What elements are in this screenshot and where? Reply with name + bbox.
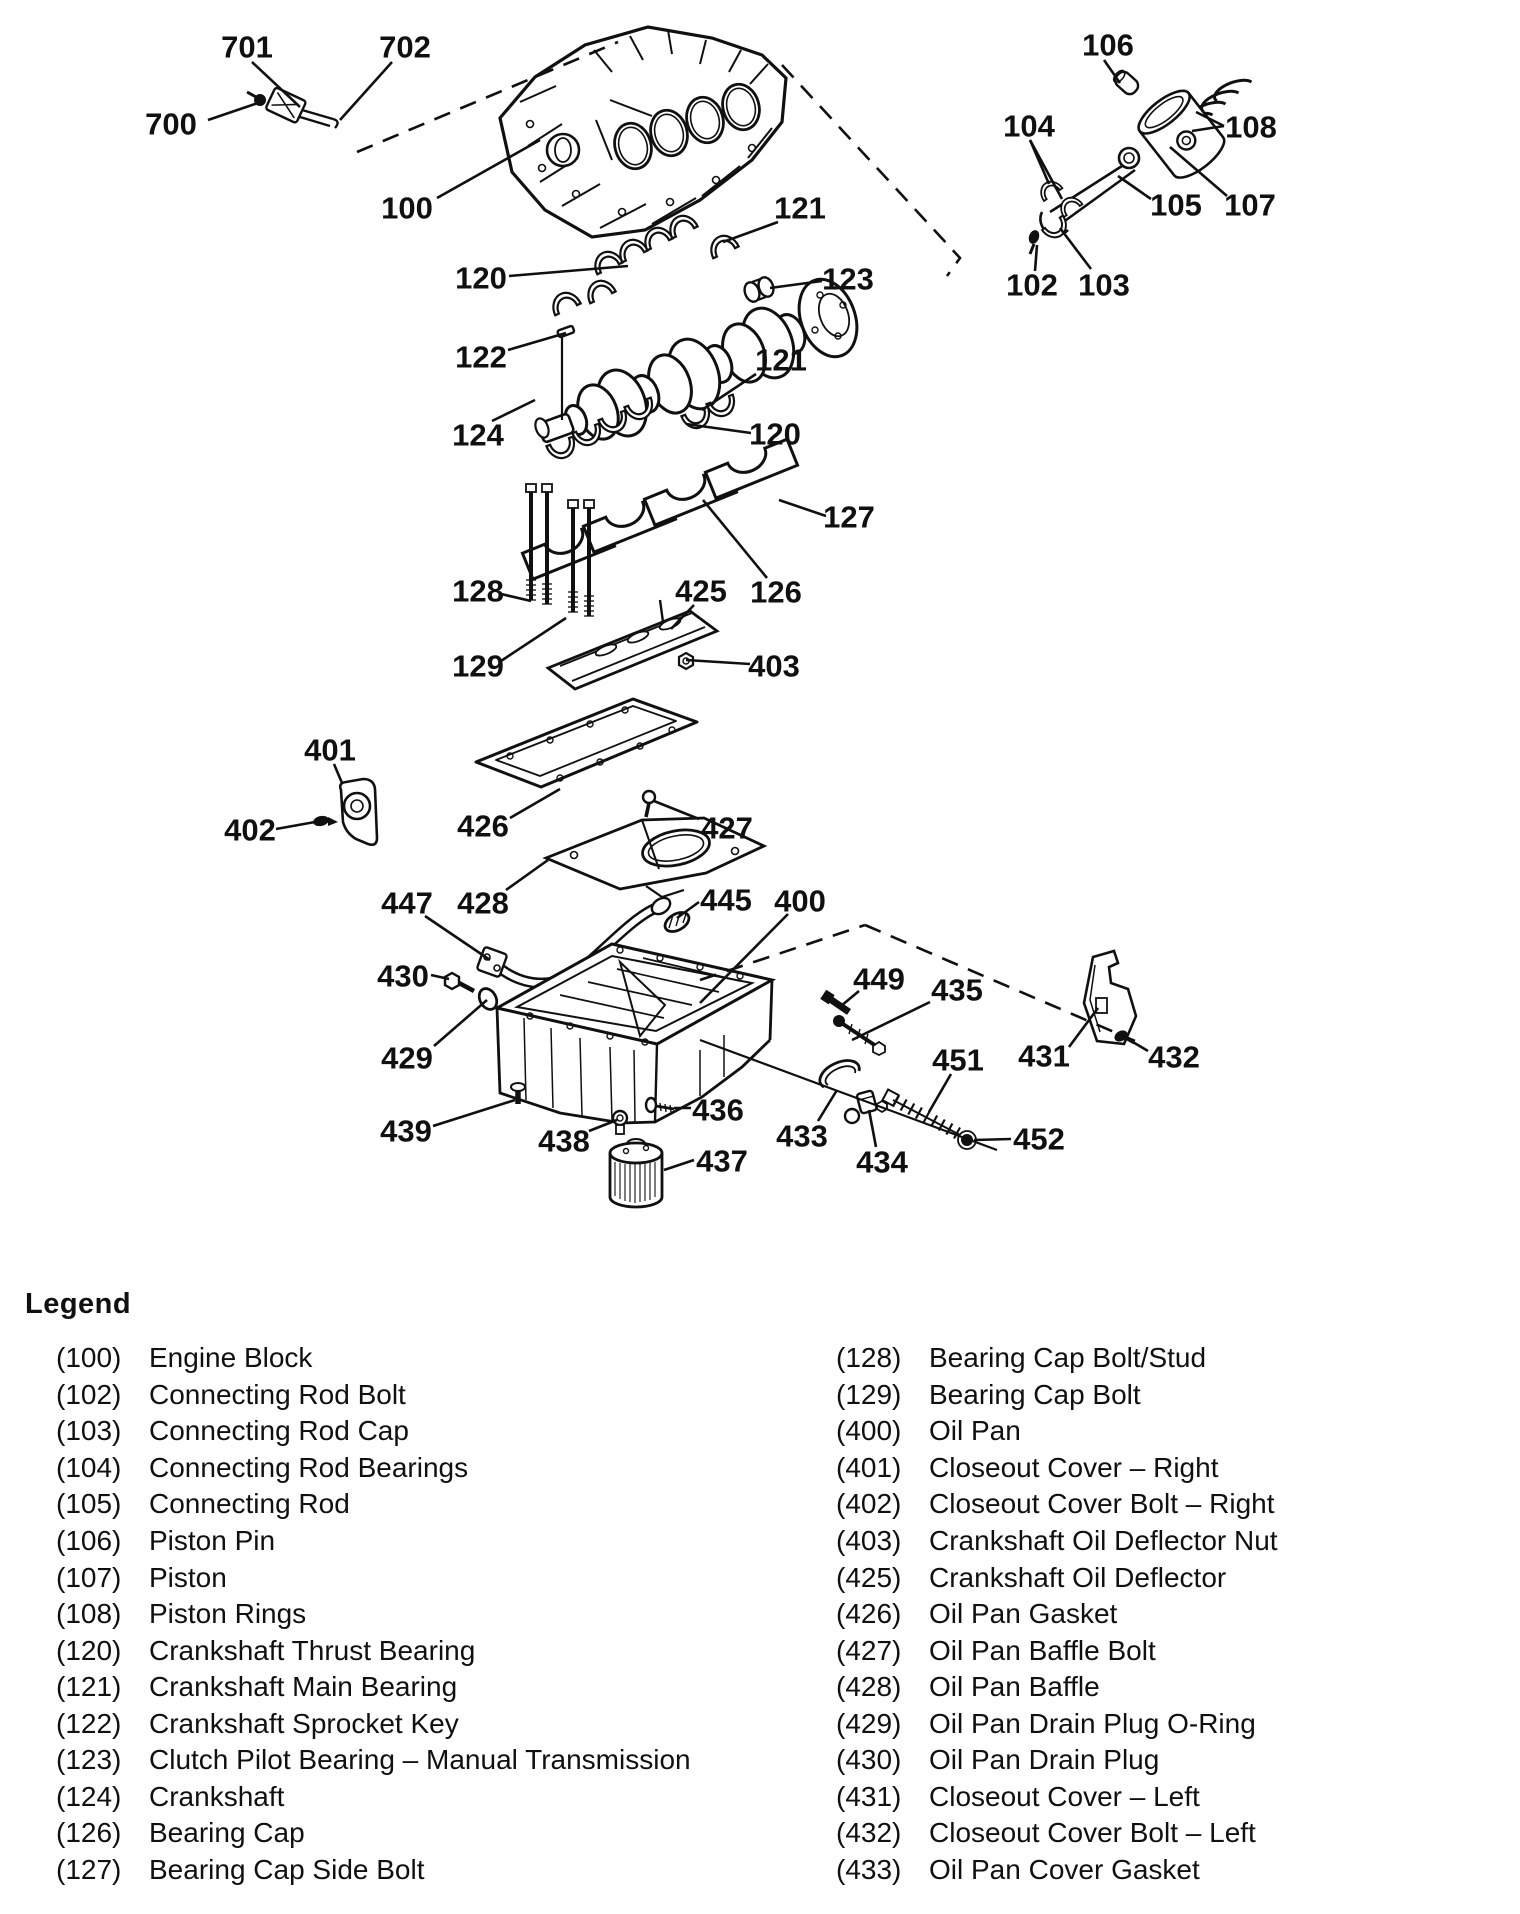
callout-label-129: 129 [452, 648, 504, 684]
bearing-shell-drawing [548, 288, 581, 315]
pan-cover-gasket-drawing [820, 1061, 859, 1087]
callout-label-108: 108 [1225, 109, 1277, 145]
legend-row [56, 1559, 691, 1596]
leader-line [433, 1100, 515, 1126]
leader-line [276, 822, 315, 829]
bearing-shell-drawing [706, 231, 739, 258]
legend-row [56, 1523, 691, 1560]
legend-part-label: Oil Pan Baffle Bolt [929, 1634, 1156, 1666]
leader-line [664, 1160, 694, 1170]
legend-part-number: (401) [836, 1451, 902, 1483]
legend-part-label: Engine Block [149, 1342, 313, 1374]
piston-pin-drawing [1111, 68, 1141, 97]
leader-line [506, 860, 548, 890]
callout-label-429: 429 [381, 1040, 433, 1076]
legend-part-number: (403) [836, 1525, 902, 1556]
legend-row [56, 1852, 691, 1889]
leader-line [818, 1090, 837, 1121]
leader-line [974, 1139, 1011, 1140]
callout-label-437: 437 [696, 1143, 748, 1179]
legend-part-label: Oil Pan Drain Plug O-Ring [929, 1707, 1256, 1739]
leader-line [869, 1110, 876, 1147]
legend-row [56, 1450, 691, 1487]
legend-part-number: (102) [56, 1378, 122, 1410]
leader-line [703, 500, 767, 578]
leader-line [686, 660, 750, 664]
pan-stud-drawing [820, 990, 849, 1012]
legend-row [836, 1486, 1278, 1523]
legend-part-label: Connecting Rod Bolt [149, 1378, 406, 1410]
legend-part-label: Oil Pan Drain Plug [929, 1744, 1160, 1776]
legend-part-label: Closeout Cover Bolt – Left [929, 1817, 1256, 1849]
legend-column-right [836, 1340, 1278, 1888]
legend-row [836, 1852, 1278, 1889]
legend-part-number: (105) [56, 1488, 122, 1520]
legend-row [836, 1815, 1278, 1852]
tube-oring-drawing [662, 909, 693, 936]
legend-part-label: Clutch Pilot Bearing – Manual Transmission [149, 1744, 691, 1776]
legend-part-label: Connecting Rod Cap [149, 1415, 409, 1447]
callout-label-123: 123 [822, 261, 874, 297]
stud-head [542, 484, 552, 492]
callout-label-451: 451 [932, 1042, 984, 1078]
legend-row [836, 1377, 1278, 1414]
callout-label-433: 433 [776, 1118, 828, 1154]
legend-row [56, 1815, 691, 1852]
legend-part-label: Piston Pin [149, 1525, 276, 1556]
pilot-bearing-drawing [742, 275, 776, 304]
callout-label-449: 449 [853, 961, 905, 997]
oil-pan-gasket-drawing [476, 699, 697, 787]
callout-label-434: 434 [856, 1144, 908, 1180]
filter-fitting-drawing [613, 1111, 627, 1134]
legend-part-label: Bearing Cap Bolt [929, 1378, 1141, 1410]
legend-part-number: (429) [836, 1707, 902, 1739]
bearing-shell-drawing [583, 276, 616, 303]
callout-label-430: 430 [377, 958, 429, 994]
legend-part-label: Bearing Cap Side Bolt [149, 1853, 425, 1885]
leader-line [208, 103, 258, 120]
leader-line [510, 789, 560, 818]
engine-block-drawing [500, 27, 786, 237]
legend-part-number: (432) [836, 1817, 902, 1849]
leader-line [509, 266, 628, 276]
pan-bolt-drawing [833, 1015, 885, 1055]
legend-part-number: (425) [836, 1561, 902, 1593]
filter-bolt-drawing [646, 1098, 674, 1112]
connecting-rod-drawing [1040, 148, 1139, 235]
closeout-cover-right-drawing [340, 779, 377, 845]
legend-part-label: Crankshaft Main Bearing [149, 1671, 458, 1703]
leader-line [1060, 228, 1091, 269]
legend-row [56, 1779, 691, 1816]
callout-label-107: 107 [1224, 187, 1276, 223]
legend-row [836, 1705, 1278, 1742]
legend-row [836, 1413, 1278, 1450]
stud-head [526, 484, 536, 492]
closeout-bolt-right-drawing [312, 814, 338, 827]
drain-plug-drawing [445, 973, 474, 991]
legend-part-label: Oil Pan [929, 1415, 1021, 1447]
callout-label-452: 452 [1013, 1121, 1065, 1157]
callout-label-431: 431 [1018, 1038, 1070, 1074]
leader-line [852, 1002, 930, 1040]
callout-label-124: 124 [452, 417, 504, 453]
knock-sensor-drawing [247, 87, 338, 128]
legend-part-number: (107) [56, 1561, 122, 1593]
leader-line [340, 62, 392, 120]
legend-part-number: (127) [56, 1853, 122, 1885]
callout-label-403: 403 [748, 648, 800, 684]
callout-label-401: 401 [304, 732, 356, 768]
bearing-shell-drawing [590, 247, 623, 274]
legend-part-number: (100) [56, 1342, 122, 1374]
legend-part-number: (124) [56, 1780, 122, 1812]
legend-part-label: Crankshaft Oil Deflector Nut [929, 1525, 1278, 1556]
legend-row [56, 1413, 691, 1450]
callout-label-445: 445 [700, 882, 752, 918]
callout-label-106: 106 [1082, 27, 1134, 63]
legend-part-number: (120) [56, 1634, 122, 1666]
stud-head [584, 500, 594, 508]
legend-row [836, 1742, 1278, 1779]
legend-row [56, 1340, 691, 1377]
legend-row [836, 1779, 1278, 1816]
legend-part-number: (108) [56, 1598, 122, 1630]
callout-label-120: 120 [455, 260, 507, 296]
legend-part-label: Bearing Cap [149, 1817, 305, 1849]
legend-part-number: (129) [836, 1378, 902, 1410]
rod-bolt-drawing [1027, 229, 1041, 254]
legend-part-label: Connecting Rod [149, 1488, 350, 1520]
legend-part-number: (431) [836, 1780, 902, 1812]
callout-label-126: 126 [750, 574, 802, 610]
legend-title: Legend [25, 1288, 132, 1320]
crankshaft-drawing [533, 271, 867, 445]
legend-part-label: Crankshaft [149, 1780, 285, 1812]
leader-line [589, 1120, 617, 1131]
callout-label-702: 702 [379, 29, 431, 65]
baffle-bolt-drawing [643, 791, 655, 817]
leader-line [425, 916, 490, 960]
legend-row [56, 1632, 691, 1669]
legend-part-number: (121) [56, 1671, 122, 1703]
callout-label-104: 104 [1003, 108, 1055, 144]
legend-row [836, 1559, 1278, 1596]
callout-label-701: 701 [221, 29, 273, 65]
leader-line [779, 500, 826, 516]
callout-label-102: 102 [1006, 267, 1058, 303]
callout-label-402: 402 [224, 812, 276, 848]
legend-row [836, 1669, 1278, 1706]
callout-label-700: 700 [145, 106, 197, 142]
legend-row [56, 1669, 691, 1706]
leader-line [1118, 176, 1151, 199]
legend-row [836, 1632, 1278, 1669]
legend-part-number: (426) [836, 1598, 902, 1630]
legend-row [836, 1596, 1278, 1633]
stud-head [568, 500, 578, 508]
callout-label-121: 121 [755, 342, 807, 378]
callout-label-105: 105 [1150, 187, 1202, 223]
callout-label-426: 426 [457, 808, 509, 844]
legend-part-label: Connecting Rod Bearings [149, 1451, 469, 1483]
callout-label-428: 428 [457, 885, 509, 921]
legend-row [836, 1450, 1278, 1487]
legend-part-number: (428) [836, 1671, 902, 1703]
legend-part-number: (106) [56, 1525, 122, 1556]
legend-part-label: Crankshaft Thrust Bearing [149, 1634, 476, 1666]
bearing-caps-drawing [522, 439, 797, 579]
leader-line [929, 1074, 951, 1112]
oil-filter-drawing [610, 1139, 662, 1207]
leader-line [434, 1000, 487, 1046]
callout-label-122: 122 [455, 339, 507, 375]
legend-part-number: (427) [836, 1634, 902, 1666]
oil-deflector-drawing [548, 600, 717, 689]
callout-label-120: 120 [749, 416, 801, 452]
callout-label-432: 432 [1148, 1039, 1200, 1075]
legend-row [56, 1742, 691, 1779]
legend-part-label: Oil Pan Cover Gasket [929, 1853, 1200, 1885]
bearing-shell-drawing [615, 235, 648, 262]
legend-part-label: Piston [149, 1561, 227, 1593]
callout-label-447: 447 [381, 885, 433, 921]
legend-row [56, 1377, 691, 1414]
legend-part-label: Crankshaft Oil Deflector [929, 1561, 1227, 1593]
legend-part-label: Oil Pan Gasket [929, 1598, 1118, 1630]
callout-label-127: 127 [823, 499, 875, 535]
legend-part-number: (400) [836, 1415, 902, 1447]
legend-row [836, 1523, 1278, 1560]
callout-label-103: 103 [1078, 267, 1130, 303]
legend-part-label: Oil Pan Baffle [929, 1671, 1100, 1703]
leader-line [654, 801, 699, 819]
legend-row [56, 1705, 691, 1742]
callout-label-128: 128 [452, 573, 504, 609]
callout-label-400: 400 [774, 883, 826, 919]
legend-row [836, 1340, 1278, 1377]
callout-label-425: 425 [675, 573, 727, 609]
callout-label-435: 435 [931, 972, 983, 1008]
legend-part-number: (433) [836, 1853, 902, 1885]
callout-label-436: 436 [692, 1092, 744, 1128]
leader-line [501, 618, 566, 661]
legend-part-number: (128) [836, 1342, 902, 1374]
legend-part-number: (430) [836, 1744, 902, 1776]
legend-part-label: Bearing Cap Bolt/Stud [929, 1342, 1207, 1374]
dashed-construction-line [782, 65, 960, 276]
legend-part-label: Crankshaft Sprocket Key [149, 1707, 459, 1739]
leader-line [723, 222, 778, 242]
legend-part-label: Closeout Cover – Left [929, 1780, 1200, 1812]
callout-label-100: 100 [381, 190, 433, 226]
callout-label-427: 427 [701, 810, 753, 846]
legend-part-number: (122) [56, 1707, 122, 1739]
legend-part-number: (104) [56, 1451, 122, 1483]
leader-line [508, 333, 566, 350]
legend-row [56, 1596, 691, 1633]
legend-part-number: (402) [836, 1488, 902, 1520]
callout-label-121: 121 [774, 190, 826, 226]
callout-label-438: 438 [538, 1123, 590, 1159]
callout-label-439: 439 [380, 1113, 432, 1149]
legend-part-number: (123) [56, 1744, 122, 1776]
legend-part-label: Closeout Cover – Right [929, 1451, 1219, 1483]
legend-row [56, 1486, 691, 1523]
legend-part-label: Piston Rings [149, 1598, 307, 1630]
legend-part-number: (126) [56, 1817, 122, 1849]
legend-column-left [56, 1340, 691, 1888]
legend-part-label: Closeout Cover Bolt – Right [929, 1488, 1275, 1520]
legend-part-number: (103) [56, 1415, 122, 1447]
